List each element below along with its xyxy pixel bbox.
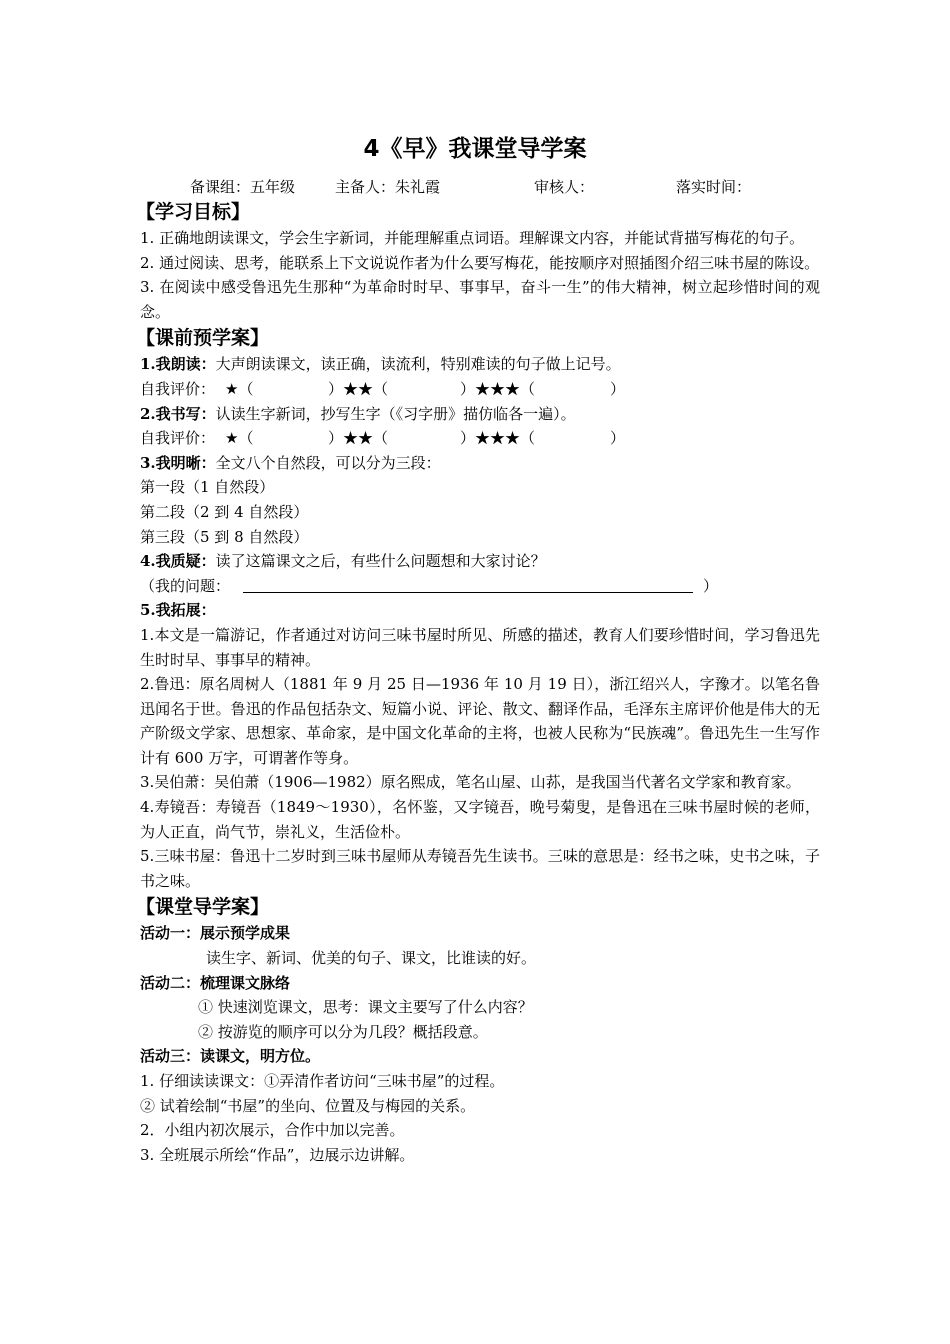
self-rating-2 bbox=[140, 426, 820, 451]
meta-implement: 落实时间： bbox=[676, 178, 752, 196]
read-label: 1.我朗读： bbox=[140, 355, 216, 374]
segment-item: 第二段（2 到 4 自然段） bbox=[140, 502, 309, 521]
activity-three-item: 1. 仔细读读课文：①弄清作者访问“三味书屋”的过程。 bbox=[140, 1072, 505, 1090]
question-label: 4.我质疑： bbox=[140, 552, 216, 571]
expand-item: 2.鲁迅：原名周树人（1881 年 9 月 25 日—1936 年 10 月 19 日），浙江绍兴人，字豫才。以笔名鲁迅闻名于世。鲁迅的作品包括杂文、短篇小说、评论、散文、翻译作品，毛泽东主席评价他是伟大的无产阶级文学家、思想家、革命家，是中国文化革命的主将，也被人民称为“民族魂”。鲁迅先生一生写作计有 600 万字，可谓著作等身。 bbox=[140, 675, 820, 767]
activity-three-title: 活动三：读课文，明方位。 bbox=[140, 1047, 321, 1066]
activity-three-item: ② 试着绘制“书屋”的坐向、位置及与梅园的关系。 bbox=[140, 1096, 476, 1115]
expand-item: 5.三味书屋：鲁迅十二岁时到三味书屋师从寿镜吾先生读书。三味的意思是：经书之味，史书之味，子书之味。 bbox=[140, 847, 820, 890]
write-item bbox=[140, 402, 820, 427]
objective-item: 1. 正确地朗读课文，学会生字新词，并能理解重点词语。理解课文内容，并能试背描写梅花的句子。 bbox=[140, 229, 805, 247]
page-title: 4《早》我课堂导学案 bbox=[363, 136, 587, 162]
self-rating-1 bbox=[140, 377, 820, 402]
activity-two-item: ② 按游览的顺序可以分为几段？概括段意。 bbox=[198, 1022, 488, 1041]
objectives-heading: 【学习目标】 bbox=[136, 201, 251, 223]
read-text: 大声朗读课文，读正确，读流利，特别难读的句子做上记号。 bbox=[215, 355, 621, 374]
rating-two-star: ）★★（ bbox=[328, 379, 389, 398]
segment-item: 第三段（5 到 8 自然段） bbox=[140, 527, 309, 546]
question-item bbox=[140, 549, 820, 574]
answer-underline[interactable] bbox=[243, 592, 693, 593]
document-body bbox=[136, 198, 820, 1167]
expand-item: 1.本文是一篇游记，作者通过对访问三味书屋时所见、所感的描述，教育人们要珍惜时间，学习鲁迅先生时时早、事事早的精神。 bbox=[140, 625, 820, 669]
expand-item: 4.寿镜吾：寿镜吾（1849～1930），名怀鉴，又字镜吾，晚号菊叟，是鲁迅在三味书屋时候的老师，为人正直，尚气节，崇礼义，生活俭朴。 bbox=[140, 798, 820, 841]
meta-group: 备课组：五年级 bbox=[190, 178, 296, 196]
write-label: 2.我书写： bbox=[140, 404, 216, 423]
meta-preparer: 主备人：朱礼霞 bbox=[335, 178, 441, 196]
activity-three-item: 3. 全班展示所绘“作品”，边展示边讲解。 bbox=[140, 1145, 415, 1164]
my-question-line bbox=[140, 574, 820, 599]
activity-two-item: ① 快速浏览课文，思考：课文主要写了什么内容？ bbox=[198, 998, 533, 1017]
clear-label: 3.我明晰： bbox=[140, 453, 216, 472]
objective-item: 3. 在阅读中感受鲁迅先生那种“为革命时时早、事事早，奋斗一生”的伟大精神，树立起珍惜时间的观念。 bbox=[140, 278, 820, 321]
classroom-heading: 【课堂导学案】 bbox=[136, 896, 270, 919]
activity-three-item: 2．小组内初次展示，合作中加以完善。 bbox=[140, 1121, 405, 1140]
preview-heading: 【课前预学案】 bbox=[136, 327, 270, 350]
clear-item bbox=[140, 451, 820, 476]
my-question-label: （我的问题： bbox=[140, 576, 231, 595]
rating-two-star: ）★★（ bbox=[328, 429, 389, 448]
objective-item: 2. 通过阅读、思考，能联系上下文说说作者为什么要写梅花，能按顺序对照插图介绍三味书屋的陈设。 bbox=[140, 253, 820, 272]
question-text: 读了这篇课文之后，有些什么问题想和大家讨论？ bbox=[215, 552, 546, 571]
rating-label: 自我评价： bbox=[140, 429, 216, 448]
rating-one-star: ★（ bbox=[225, 429, 254, 448]
activity-one-title: 活动一：展示预学成果 bbox=[140, 924, 291, 943]
rating-label: 自我评价： bbox=[140, 379, 216, 398]
rating-close: ） bbox=[610, 429, 626, 448]
rating-three-star: ）★★★（ bbox=[460, 429, 536, 448]
meta-reviewer: 审核人： bbox=[534, 178, 595, 196]
write-text: 认读生字新词，抄写生字（《习字册》描仿临各一遍）。 bbox=[215, 404, 576, 423]
segment-item: 第一段（1 自然段） bbox=[140, 478, 275, 497]
activity-one-text: 读生字、新词、优美的句子、课文，比谁读的好。 bbox=[206, 949, 537, 968]
activity-two-title: 活动二：梳理课文脉络 bbox=[140, 973, 291, 992]
my-question-close: ） bbox=[703, 576, 719, 595]
read-item bbox=[140, 352, 820, 377]
expand-item: 3.吴伯萧：吴伯萧（1906—1982）原名熙成，笔名山屋、山荪，是我国当代著名文学家和教育家。 bbox=[140, 773, 801, 792]
expand-label: 5.我拓展： bbox=[140, 601, 216, 620]
rating-close: ） bbox=[610, 379, 626, 398]
rating-one-star: ★（ bbox=[225, 379, 254, 398]
clear-text: 全文八个自然段，可以分为三段： bbox=[215, 453, 441, 472]
rating-three-star: ）★★★（ bbox=[460, 379, 536, 398]
